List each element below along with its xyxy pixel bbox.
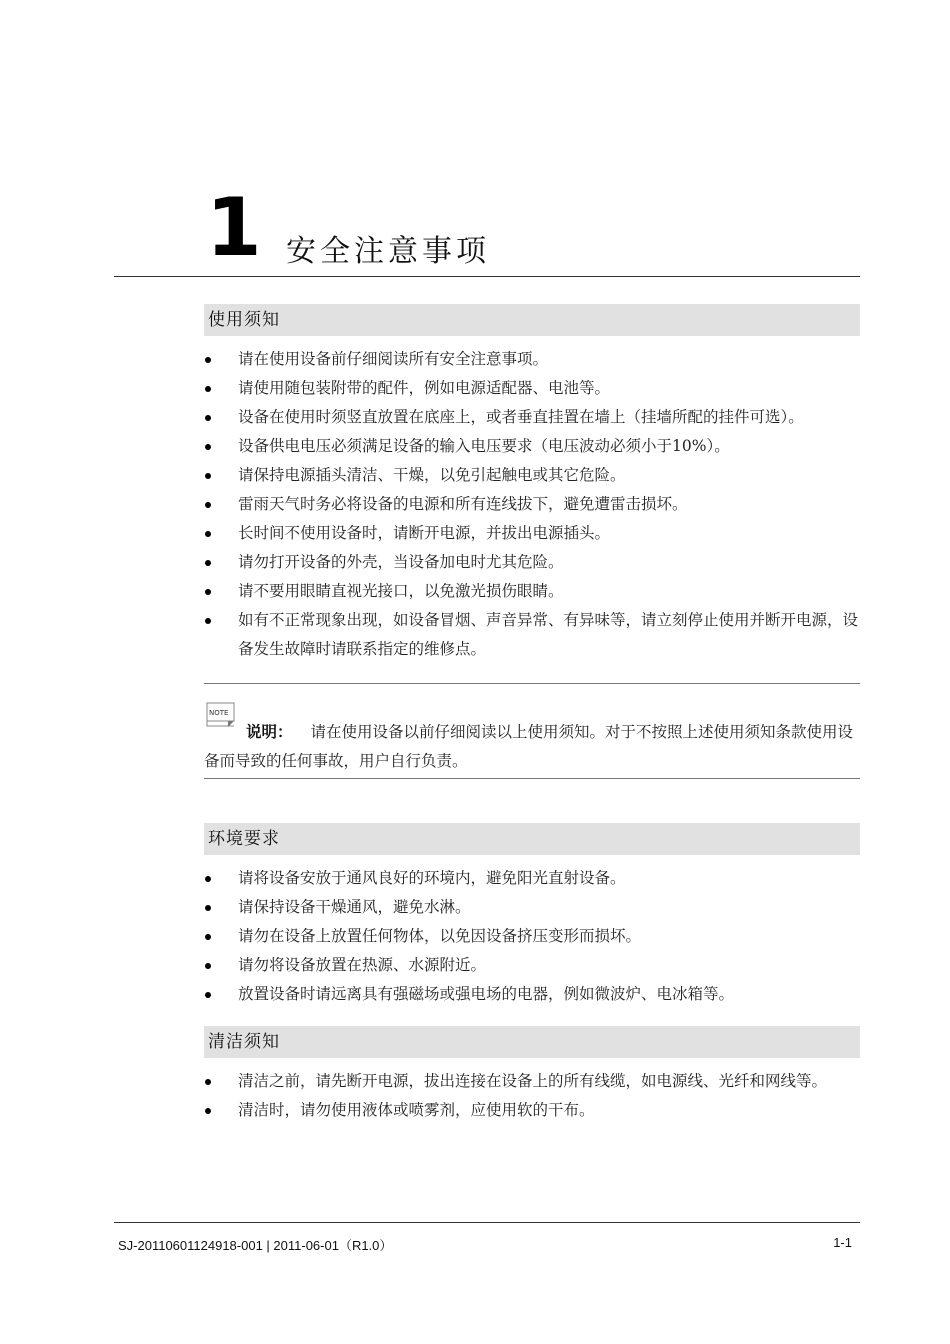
note-text — [204, 718, 860, 776]
page-footer — [114, 1222, 860, 1253]
bullet-icon — [205, 531, 211, 537]
chapter-number: 1 — [206, 181, 262, 274]
list-item: 清洁时，请勿使用液体或喷雾剂，应使用软的干布。 — [204, 1096, 860, 1125]
section-title-usage: 使用须知 — [204, 304, 860, 336]
usage-list — [204, 345, 860, 664]
note-label: 说明： — [246, 723, 293, 741]
page-number: 1-1 — [833, 1235, 852, 1250]
list-item: 请将设备安放于通风良好的环境内，避免阳光直射设备。 — [204, 864, 860, 893]
bullet-icon — [205, 357, 211, 363]
svg-text:NOTE: NOTE — [209, 709, 229, 717]
bullet-icon — [205, 934, 211, 940]
bullet-icon — [205, 963, 211, 969]
list-item: 设备供电电压必须满足设备的输入电压要求（电压波动必须小于10%）。 — [204, 432, 860, 461]
list-item: 如有不正常现象出现，如设备冒烟、声音异常、有异味等，请立刻停止使用并断开电源，设备发生故障时请联系指定的维修点。 — [204, 606, 860, 664]
bullet-icon — [205, 876, 211, 882]
list-item: 长时间不使用设备时，请断开电源，并拔出电源插头。 — [204, 519, 860, 548]
section-title-cleaning: 清洁须知 — [204, 1026, 860, 1058]
list-item: 请保持设备干燥通风，避免水淋。 — [204, 893, 860, 922]
cleaning-list — [204, 1067, 860, 1125]
bullet-icon — [205, 560, 211, 566]
bullet-icon — [205, 1079, 211, 1085]
bullet-icon — [205, 386, 211, 392]
list-item: 雷雨天气时务必将设备的电源和所有连线拔下，避免遭雷击损坏。 — [204, 490, 860, 519]
bullet-icon — [205, 444, 211, 450]
list-item: 请不要用眼睛直视光接口，以免激光损伤眼睛。 — [204, 577, 860, 606]
bullet-icon — [205, 589, 211, 595]
list-item: 请在使用设备前仔细阅读所有安全注意事项。 — [204, 345, 860, 374]
list-item: 请保持电源插头清洁、干燥，以免引起触电或其它危险。 — [204, 461, 860, 490]
document-id: SJ-20110601124918-001 | 2011-06-01（R1.0） — [118, 1238, 393, 1253]
bullet-icon — [205, 905, 211, 911]
bullet-icon — [205, 473, 211, 479]
bullet-icon — [205, 618, 211, 624]
list-item: 请勿打开设备的外壳，当设备加电时尤其危险。 — [204, 548, 860, 577]
environment-list — [204, 864, 860, 1009]
note-body: 请在使用设备以前仔细阅读以上使用须知。对于不按照上述使用须知条款使用设备而导致的任何事故，用户自行负责。 — [204, 723, 854, 770]
list-item: 请勿将设备放置在热源、水源附近。 — [204, 951, 860, 980]
list-item: 请使用随包装附带的配件，例如电源适配器、电池等。 — [204, 374, 860, 403]
bullet-icon — [205, 992, 211, 998]
list-item: 清洁之前，请先断开电源，拔出连接在设备上的所有线缆，如电源线、光纤和网线等。 — [204, 1067, 860, 1096]
chapter-heading — [114, 181, 860, 277]
bullet-icon — [205, 1108, 211, 1114]
bullet-icon — [205, 502, 211, 508]
list-item: 请勿在设备上放置任何物体，以免因设备挤压变形而损坏。 — [204, 922, 860, 951]
list-item: 设备在使用时须竖直放置在底座上，或者垂直挂置在墙上（挂墙所配的挂件可选）。 — [204, 403, 860, 432]
note-box — [204, 683, 860, 779]
section-title-environment: 环境要求 — [204, 823, 860, 855]
bullet-icon — [205, 415, 211, 421]
chapter-title: 安全注意事项 — [286, 234, 490, 269]
list-item: 放置设备时请远离具有强磁场或强电场的电器，例如微波炉、电冰箱等。 — [204, 980, 860, 1009]
